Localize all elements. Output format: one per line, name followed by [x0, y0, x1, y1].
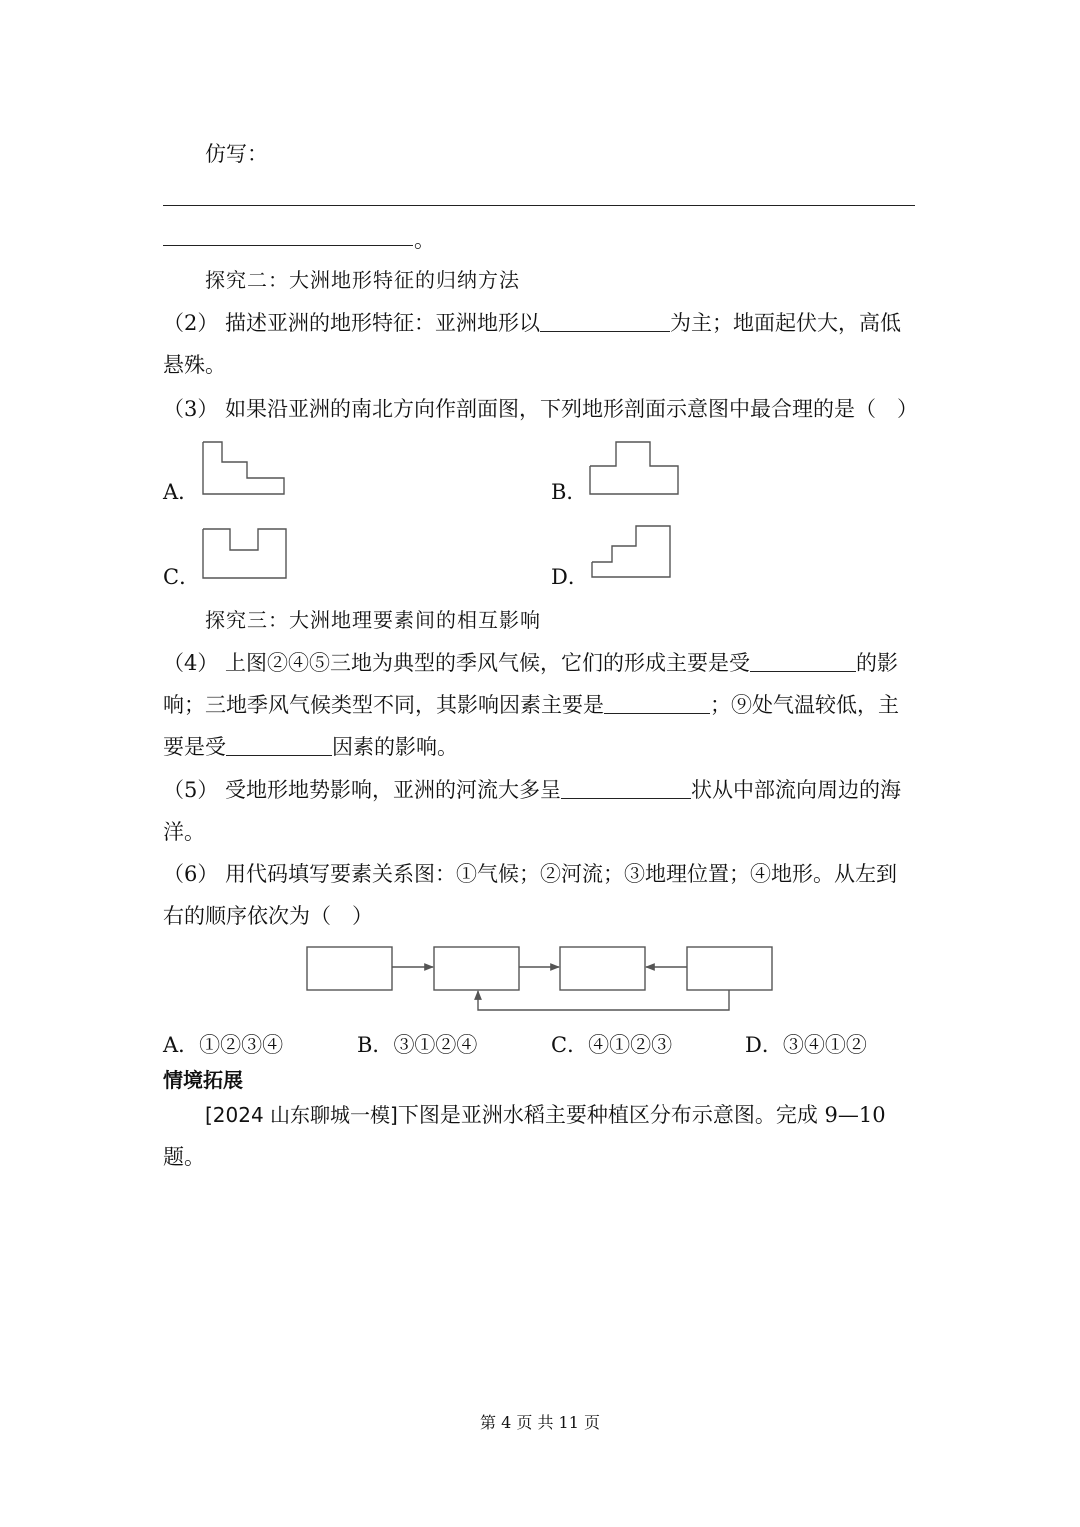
option-c-label: C．	[163, 565, 201, 589]
option-letter: C．	[551, 1033, 589, 1057]
profile-diagram-a	[200, 440, 290, 496]
question-5-suffix: 状从中部流向周边的海	[691, 778, 902, 802]
question-4-line-2	[163, 691, 899, 719]
option-b-label: B．	[551, 480, 588, 504]
imitation-end-mark: 。	[414, 228, 435, 252]
answer-line-1	[163, 205, 915, 206]
extension-text: 下图是亚洲水稻主要种植区分布示意图。完成 9—10	[397, 1103, 886, 1127]
option-a-label: A．	[163, 480, 200, 504]
option-value: ①②③④	[199, 1033, 284, 1057]
extension-source: [2024 山东聊城一模]	[205, 1103, 398, 1127]
option-value: ③④①②	[782, 1033, 867, 1057]
question-6-option-b	[357, 1031, 477, 1059]
question-5-prefix: （5） 受地形地势影响，亚洲的河流大多呈	[163, 778, 562, 802]
arrow-4-to-2	[478, 990, 729, 1010]
question-6-option-c	[551, 1031, 672, 1059]
question-2-prefix: （2） 描述亚洲的地形特征：亚洲地形以	[163, 311, 541, 335]
option-letter: D．	[745, 1033, 783, 1057]
option-d-label: D．	[551, 565, 589, 589]
question-4-blank-1	[750, 651, 856, 672]
extension-line-2: 题。	[163, 1145, 205, 1169]
explore-three-heading: 探究三：大洲地理要素间的相互影响	[205, 608, 541, 632]
explore-two-heading: 探究二：大洲地形特征的归纳方法	[205, 268, 520, 292]
option-value: ④①②③	[588, 1033, 673, 1057]
element-relation-diagram	[300, 940, 780, 1020]
option-letter: B．	[357, 1033, 394, 1057]
relation-box-1	[307, 947, 392, 990]
question-5-blank	[561, 778, 691, 799]
question-2-suffix: 为主；地面起伏大，高低	[670, 311, 902, 335]
imitation-label: 仿写：	[205, 142, 268, 166]
question-6-option-a	[163, 1031, 283, 1059]
relation-box-2	[434, 947, 519, 990]
question-4-prefix-2: 响；三地季风气候类型不同，其影响因素主要是	[163, 693, 604, 717]
question-2-line-1	[163, 309, 901, 337]
question-2-blank	[540, 311, 670, 332]
relation-box-3	[560, 947, 645, 990]
profile-diagram-d	[588, 522, 674, 580]
extension-heading: 情境拓展	[163, 1068, 243, 1092]
question-4-blank-3	[226, 735, 332, 756]
profile-diagram-b	[588, 440, 680, 496]
page-footer: 第 4 页 共 11 页	[480, 1413, 600, 1432]
option-value: ③①②④	[393, 1033, 478, 1057]
question-4-suffix-3: 因素的影响。	[332, 735, 458, 759]
question-6-line-1: （6） 用代码填写要素关系图：①气候；②河流；③地理位置；④地形。从左到	[163, 862, 898, 886]
question-5-line-1	[163, 776, 901, 804]
question-4-suffix-1: 的影	[856, 651, 899, 675]
answer-line-2	[163, 245, 413, 246]
question-4-blank-2	[604, 693, 710, 714]
question-5-line-2: 洋。	[163, 820, 205, 844]
extension-line-1	[205, 1101, 886, 1129]
option-letter: A．	[163, 1033, 200, 1057]
question-3-text: （3） 如果沿亚洲的南北方向作剖面图，下列地形剖面示意图中最合理的是（ ）	[163, 397, 919, 421]
question-6-line-2: 右的顺序依次为（ ）	[163, 904, 373, 928]
question-6-option-d	[745, 1031, 867, 1059]
question-4-line-1	[163, 649, 898, 677]
question-4-prefix-3: 要是受	[163, 735, 226, 759]
question-4-prefix-1: （4） 上图②④⑤三地为典型的季风气候，它们的形成主要是受	[163, 651, 751, 675]
relation-box-4	[687, 947, 772, 990]
profile-diagram-c	[200, 526, 290, 582]
question-2-line-2: 悬殊。	[163, 353, 226, 377]
question-4-line-3	[163, 733, 458, 761]
question-4-suffix-2: ；⑨处气温较低，主	[710, 693, 899, 717]
